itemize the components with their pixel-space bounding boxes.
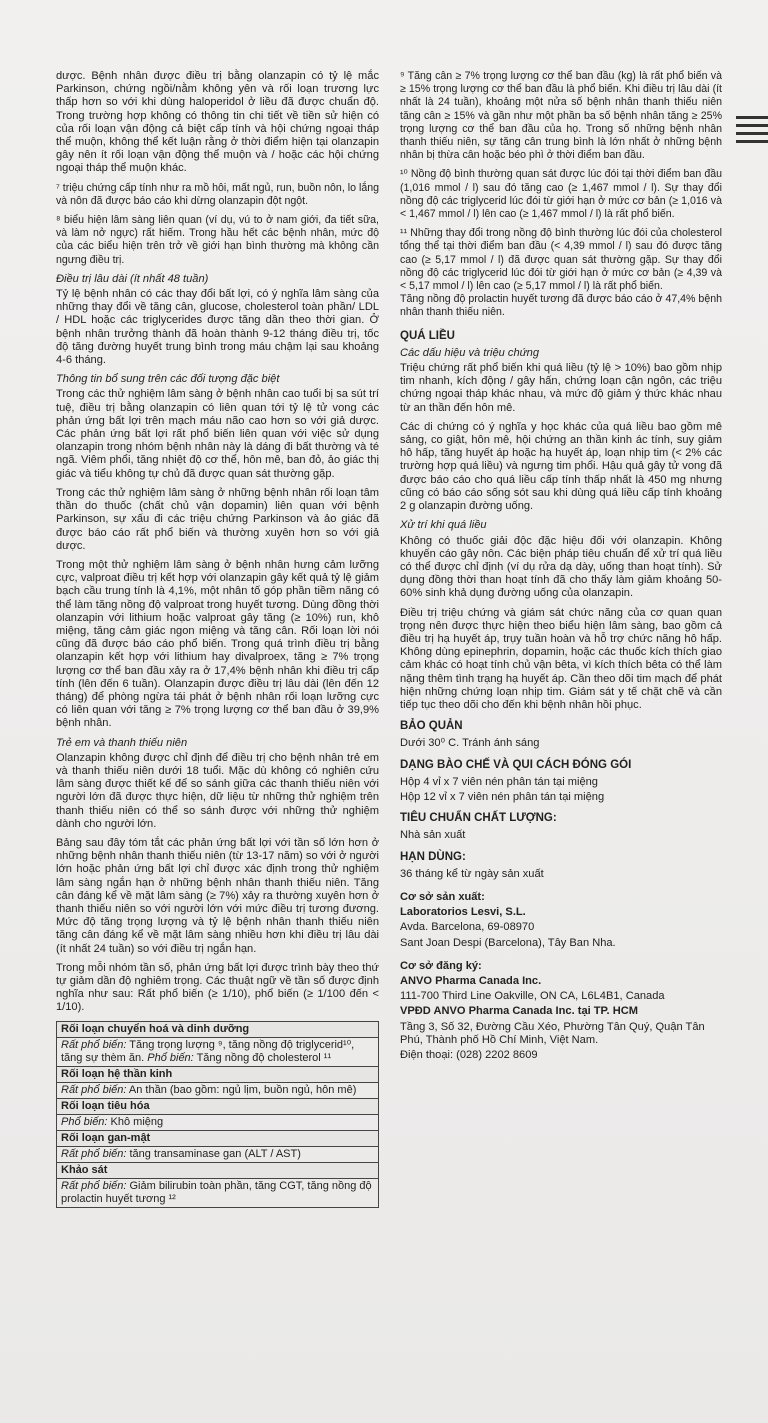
quality-standard-text: Nhà sản xuất xyxy=(400,829,466,842)
table-header-cell: Rối loạn gan-mật xyxy=(57,1130,379,1146)
paragraph: Trong mỗi nhóm tần số, phản ứng bất lợi được trình bày theo thứ tự giảm dần độ nghiêm trọng. Các thuật ngữ về tần số được định nghĩa như sau: Rất phổ biến (≥ 1/10), phổ biến (≥ 1/100 đến < 1/10). xyxy=(56,961,379,1014)
table-cell xyxy=(57,1146,379,1162)
table-header-cell: Rối loạn tiêu hóa xyxy=(57,1098,379,1114)
frequency-label: Rất phổ biến: xyxy=(61,1147,127,1160)
section-heading-signs: Các dấu hiệu và triệu chứng xyxy=(400,346,540,359)
cell-text: Khô miệng xyxy=(107,1115,164,1128)
manufacturer-name: Laboratorios Lesvi, S.L. xyxy=(400,906,526,919)
cell-text: tăng transaminase gan (ALT / AST) xyxy=(126,1147,301,1160)
footnote-12: Tăng nồng độ prolactin huyết tương đã được báo cáo ở 47,4% bệnh nhân thanh thiếu niên. xyxy=(400,293,722,319)
cell-text: Tăng nồng độ cholesterol ¹¹ xyxy=(193,1051,332,1064)
table-cell xyxy=(57,1082,379,1098)
edge-mark xyxy=(736,132,768,135)
edge-mark xyxy=(736,116,768,119)
cell-text: Giảm bilirubin toàn phần, tăng CGT, tăng nồng độ prolactin huyết tương ¹² xyxy=(61,1179,372,1205)
table-cell xyxy=(57,1114,379,1130)
heading-manufacturer: Cơ sở sản xuất: xyxy=(400,890,485,903)
frequency-label: Rất phổ biến: xyxy=(61,1179,127,1192)
paragraph: Trong các thử nghiệm lâm sàng ở những bệnh nhân rối loạn tâm thần do thuốc (chất chủ vận dopamin) liên quan với bệnh Parkinson, sự xấu đi các triệu chứng Parkinson và ảo giác đã được báo cáo rất phổ biến và thường xuyên hơn so với giả dược. xyxy=(56,486,379,552)
paragraph: Không có thuốc giải độc đặc hiệu đối với olanzapin. Không khuyến cáo gây nôn. Các biện pháp tiêu chuẩn để xử trí quá liều có thể được chỉ định (ví dụ rửa dạ dày, uống than hoạt tính). Sử dụng đồng thời than hoạt tính đã cho thấy làm giảm khoảng 50-60% sinh khả dụng đường uống của olanzapin. xyxy=(400,534,722,600)
table-header-cell: Rối loạn hệ thần kinh xyxy=(57,1066,379,1082)
paragraph: Olanzapin không được chỉ định để điều trị cho bệnh nhân trẻ em và thanh thiếu niên dưới 18 tuổi. Mặc dù không có nghiên cứu lâm sàng được thiết kế để so sánh giữa các thanh thiếu niên với người lớn đã được thực hiện, dữ liệu từ những thử nghiệm trên thanh thiếu niên có thể so sánh được với những thử nghiệm dành cho người lớn. xyxy=(56,751,379,830)
paragraph: Trong một thử nghiệm lâm sàng ở bệnh nhân hưng cảm lưỡng cực, valproat điều trị kết hợp với olanzapin gây kết quả tỷ lệ giảm bạch cầu trung tính là 4,1%, một nhân tố góp phần tiềm năng có thể làm tăng nồng độ valproat trong huyết tương. Dùng đồng thời olanzapin với lithium hoặc valproat gây tăng (≥ 10%) run, khô miệng, tăng cảm giác ngon miệng và tăng cân. Rối loạn lời nói cũng đã được báo cáo phổ biến. Trong quá trình điều trị bằng olanzapin kết hợp với lithium hay divalproex, tăng ≥ 7% trọng lượng cơ thể ban đầu xảy ra ở 17,4% bệnh nhân khi điều trị cấp tính (lên đến 6 tuần). Olanzapin được điều trị lâu dài (lên đến 12 tháng) để phòng ngừa tái phát ở bệnh nhân rối loạn lưỡng cực có liên quan với tăng ≥ 7% trọng lượng cơ thể ban đầu ở 39,9% bệnh nhân. xyxy=(56,558,379,730)
paragraph: Tỷ lệ bệnh nhân có các thay đổi bất lợi, có ý nghĩa lâm sàng của những thay đổi về tăng cân, glucose, cholesterol toàn phần/ LDL / HDL hoặc các triglycerides được tăng dần theo thời gian. Ở bệnh nhân trưởng thành đã hoàn thành 9-12 tháng điều trị, tốc độ tăng đường huyết trung bình trong máu chậm lại sau khoảng 4-6 tháng. xyxy=(56,288,379,367)
packaging-line: Hộp 4 vỉ x 7 viên nén phân tán tại miệng xyxy=(400,775,598,788)
footnote-8: ⁸ biểu hiện lâm sàng liên quan (ví dụ, vú to ở nam giới, đa tiết sữa, và làm nở ngực) rất hiếm. Trong hầu hết các bệnh nhân, mức độ của các biểu hiện trên trở về giới hạn bình thường mà không cần ngưng điều trị. xyxy=(56,214,379,266)
section-heading-children: Trẻ em và thanh thiếu niên xyxy=(56,736,188,749)
adverse-reactions-table xyxy=(56,1021,379,1208)
footnote-7: ⁷ triệu chứng cấp tính như ra mồ hôi, mất ngủ, run, buồn nôn, lo lắng và nôn đã được báo cáo khi dừng olanzapin đột ngột. xyxy=(56,181,379,207)
paragraph: dược. Bệnh nhân được điều trị bằng olanzapin có tỷ lệ mắc Parkinson, chứng ngồi/nằm không yên và rối loạn trương lực thấp hơn so với khi dùng haloperidol ở liều đã được chuẩn độ. Trong trường hợp không có thông tin chi tiết về tiền sử hiện có của rối loạn vận động cả biệt cấp tính và hội chứng ngoại tháp thể muộn, không thể kết luận rằng ở thời điểm hiện tại olanzapin gây nên ít rối loạn vận động thể muộn và / hoặc các hội chứng ngoại tháp thể muộn khác. xyxy=(56,70,379,175)
table-cell xyxy=(57,1037,379,1066)
cell-text: Tăng trọng lượng ⁹, tăng nồng độ triglycerid¹⁰, tăng sự thèm ăn. xyxy=(61,1038,355,1064)
paragraph: Các di chứng có ý nghĩa y học khác của quá liều bao gồm mê sảng, co giật, hôn mê, hội chứng an thần kinh ác tính, suy giảm hô hấp, tăng huyết áp hoặc hạ huyết áp, loạn nhịp tim (< 2% các trường hợp quá liều) và ngưng tim phổi. Hậu quả gây tử vong đã được báo cáo cho quá liều cấp tính thấp nhất là 450 mg nhưng cũng có báo cáo sống sót sau khi dùng quá liều cấp tính khoảng 2 g olanzapin đường uống. xyxy=(400,420,722,513)
manufacturer-address: Avda. Barcelona, 69-08970 xyxy=(400,921,535,934)
footnote-9: ⁹ Tăng cân ≥ 7% trọng lượng cơ thể ban đầu (kg) là rất phổ biến và ≥ 15% trọng lượng cơ thể ban đầu là phổ biến. Khi điều trị lâu dài (ít nhất là 24 tuần), khoảng một nửa số bệnh nhân thanh thiếu niên tăng cân ≥ 15% và gần như một phần ba số bệnh nhân tăng ≥ 25% trọng lượng cơ thể ban đầu của họ. Trong số những bệnh nhân thanh thiếu niên, sự tăng cân trung bình là lớn nhất ở những bệnh nhân bị thừa cân hoặc béo phì ở thời điểm ban đầu. xyxy=(400,70,722,162)
heading-registrant: Cơ sở đăng ký: xyxy=(400,959,482,972)
left-column xyxy=(56,70,379,1208)
storage-text: Dưới 30⁰ C. Tránh ánh sáng xyxy=(400,737,540,750)
paragraph: Trong các thử nghiệm lâm sàng ở bệnh nhân cao tuổi bị sa sút trí tuệ, điều trị bằng olanzapin có liên quan tới tỷ lệ tử vong các phản ứng bất lợi trên mạch máu não cao hơn so với giả dược. Các phản ứng bất lợi rất phổ biến liên quan với việc sử dụng olanzapin trong nhóm bệnh nhân này là dáng đi bất thường và té ngã. Viêm phổi, tăng nhiệt độ cơ thể, hôn mê, ban đỏ, ảo giác thị giác và tiểu không tự chủ đã được quan sát thường gặp. xyxy=(56,388,379,480)
heading-overdose: QUÁ LIỀU xyxy=(400,329,455,342)
paragraph: Bảng sau đây tóm tắt các phản ứng bất lợi với tần số lớn hơn ở những bệnh nhân thanh thiếu niên (từ 13-17 năm) so với ở người lớn hoặc phản ứng bất lợi chỉ được xác định trong thử nghiệm lâm sàng ngắn hạn ở những bệnh nhân thanh thiếu niên. Tăng cân đáng kể về mặt lâm sàng (≥ 7%) xảy ra thường xuyên hơn ở thanh thiếu niên so với người lớn với mức điều trị tương đương. Mức độ tăng trọng lượng và tỷ lệ bệnh nhân thanh thiếu niên tăng cân đáng kể về mặt lâm sàng nhiều hơn khi điều trị lâu dài (ít nhất 24 tuần) so với điều trị ngắn hạn. xyxy=(56,836,379,955)
footnote-10: ¹⁰ Nồng độ bình thường quan sát được lúc đói tại thời điểm ban đầu (1,016 mmol / l) sau đó tăng cao (≥ 1,467 mmol / l). Sự thay đổi nồng độ các triglycerid lúc đói từ giới hạn ở mức cơ bản (≥ 1,016 và < 1,467 mmol / l) lên cao (≥ 1,467 mmol / l) là rất phổ biến. xyxy=(400,168,722,221)
edge-mark xyxy=(736,124,768,127)
table-header-cell: Khảo sát xyxy=(57,1162,379,1178)
paragraph: Điều trị triệu chứng và giám sát chức năng của cơ quan quan trọng nên được thực hiện theo biểu hiện lâm sàng, bao gồm cả điều trị hạ huyết áp, trụy tuần hoàn và hỗ trợ chức năng hô hấp. Không dùng epinephrin, dopamin, hoặc các thuốc kích thích giao cảm khác có hoạt tính chủ vận bêta, vì kích thích bêta có thể làm nặng thêm tình trạng hạ huyết áp. Cần theo dõi tim mạch để phát hiện những chứng loạn nhịp tim. Giám sát y tế chặt chẽ và cần tiếp tục theo dõi cho đến khi bệnh nhân hồi phục. xyxy=(400,606,722,711)
representative-address: Tầng 3, Số 32, Đường Cầu Xéo, Phường Tân Quý, Quận Tân Phú, Thành phố Hồ Chí Minh, Việt Nam. xyxy=(400,1020,705,1046)
cell-text: An thần (bao gồm: ngủ lịm, buồn ngủ, hôn mê) xyxy=(126,1083,357,1096)
registrant-address: 111-700 Third Line Oakville, ON CA, L6L4B1, Canada xyxy=(400,990,665,1003)
table-cell xyxy=(57,1178,379,1207)
paragraph: Triệu chứng rất phổ biến khi quá liều (tỷ lệ > 10%) bao gồm nhịp tim nhanh, kích động / gây hấn, chứng loạn cận ngôn, các triệu chứng ngoại tháp khác nhau, và mức độ giảm ý thức khác nhau từ an thần đến hôn mê. xyxy=(400,362,722,414)
registrant-name: ANVO Pharma Canada Inc. xyxy=(400,974,542,987)
section-heading-treatment: Xử trí khi quá liều xyxy=(400,519,487,532)
packaging-line: Hộp 12 vỉ x 7 viên nén phân tán tại miệng xyxy=(400,790,605,803)
heading-quality-standard: TIÊU CHUẨN CHẤT LƯỢNG: xyxy=(400,812,557,825)
frequency-label: Rất phổ biến: xyxy=(61,1083,127,1096)
edge-mark xyxy=(736,140,768,143)
heading-packaging: DẠNG BÀO CHẾ VÀ QUI CÁCH ĐÓNG GÓI xyxy=(400,758,632,771)
representative-office: VPĐD ANVO Pharma Canada Inc. tại TP. HCM xyxy=(400,1005,638,1018)
frequency-label: Rất phổ biến: xyxy=(61,1038,127,1051)
heading-shelf-life: HẠN DÙNG: xyxy=(400,850,466,863)
shelf-life-text: 36 tháng kể từ ngày sản xuất xyxy=(400,867,544,880)
footnote-11: ¹¹ Những thay đổi trong nồng độ bình thường lúc đói của cholesterol tổng thể tại thời điểm ban đầu (< 4,39 mmol / l) sau đó được tăng cao (≥ 5,17 mmol / l) đã được quan sát thường gặp. Sự thay đổi nồng độ các triglycerid lúc đói từ giới hạn ở mức cơ bản (≥ 4,39 và < 5,17 mmol / l) lên cao (≥ 5,17 mmol / l) là rất phổ biến. xyxy=(400,227,722,293)
frequency-label: Phổ biến: xyxy=(147,1051,194,1064)
frequency-label: Phổ biến: xyxy=(61,1115,108,1128)
phone-number: Điện thoại: (028) 2202 8609 xyxy=(400,1049,538,1061)
section-heading-special: Thông tin bổ sung trên các đối tượng đặc biệt xyxy=(56,373,280,386)
manufacturer-address: Sant Joan Despi (Barcelona), Tây Ban Nha. xyxy=(400,936,616,949)
right-column xyxy=(400,70,722,1064)
section-heading-long-term: Điều trị lâu dài (ít nhất 48 tuần) xyxy=(56,272,209,285)
table-header-cell: Rối loạn chuyển hoá và dinh dưỡng xyxy=(57,1021,379,1037)
heading-storage: BẢO QUẢN xyxy=(400,720,463,733)
